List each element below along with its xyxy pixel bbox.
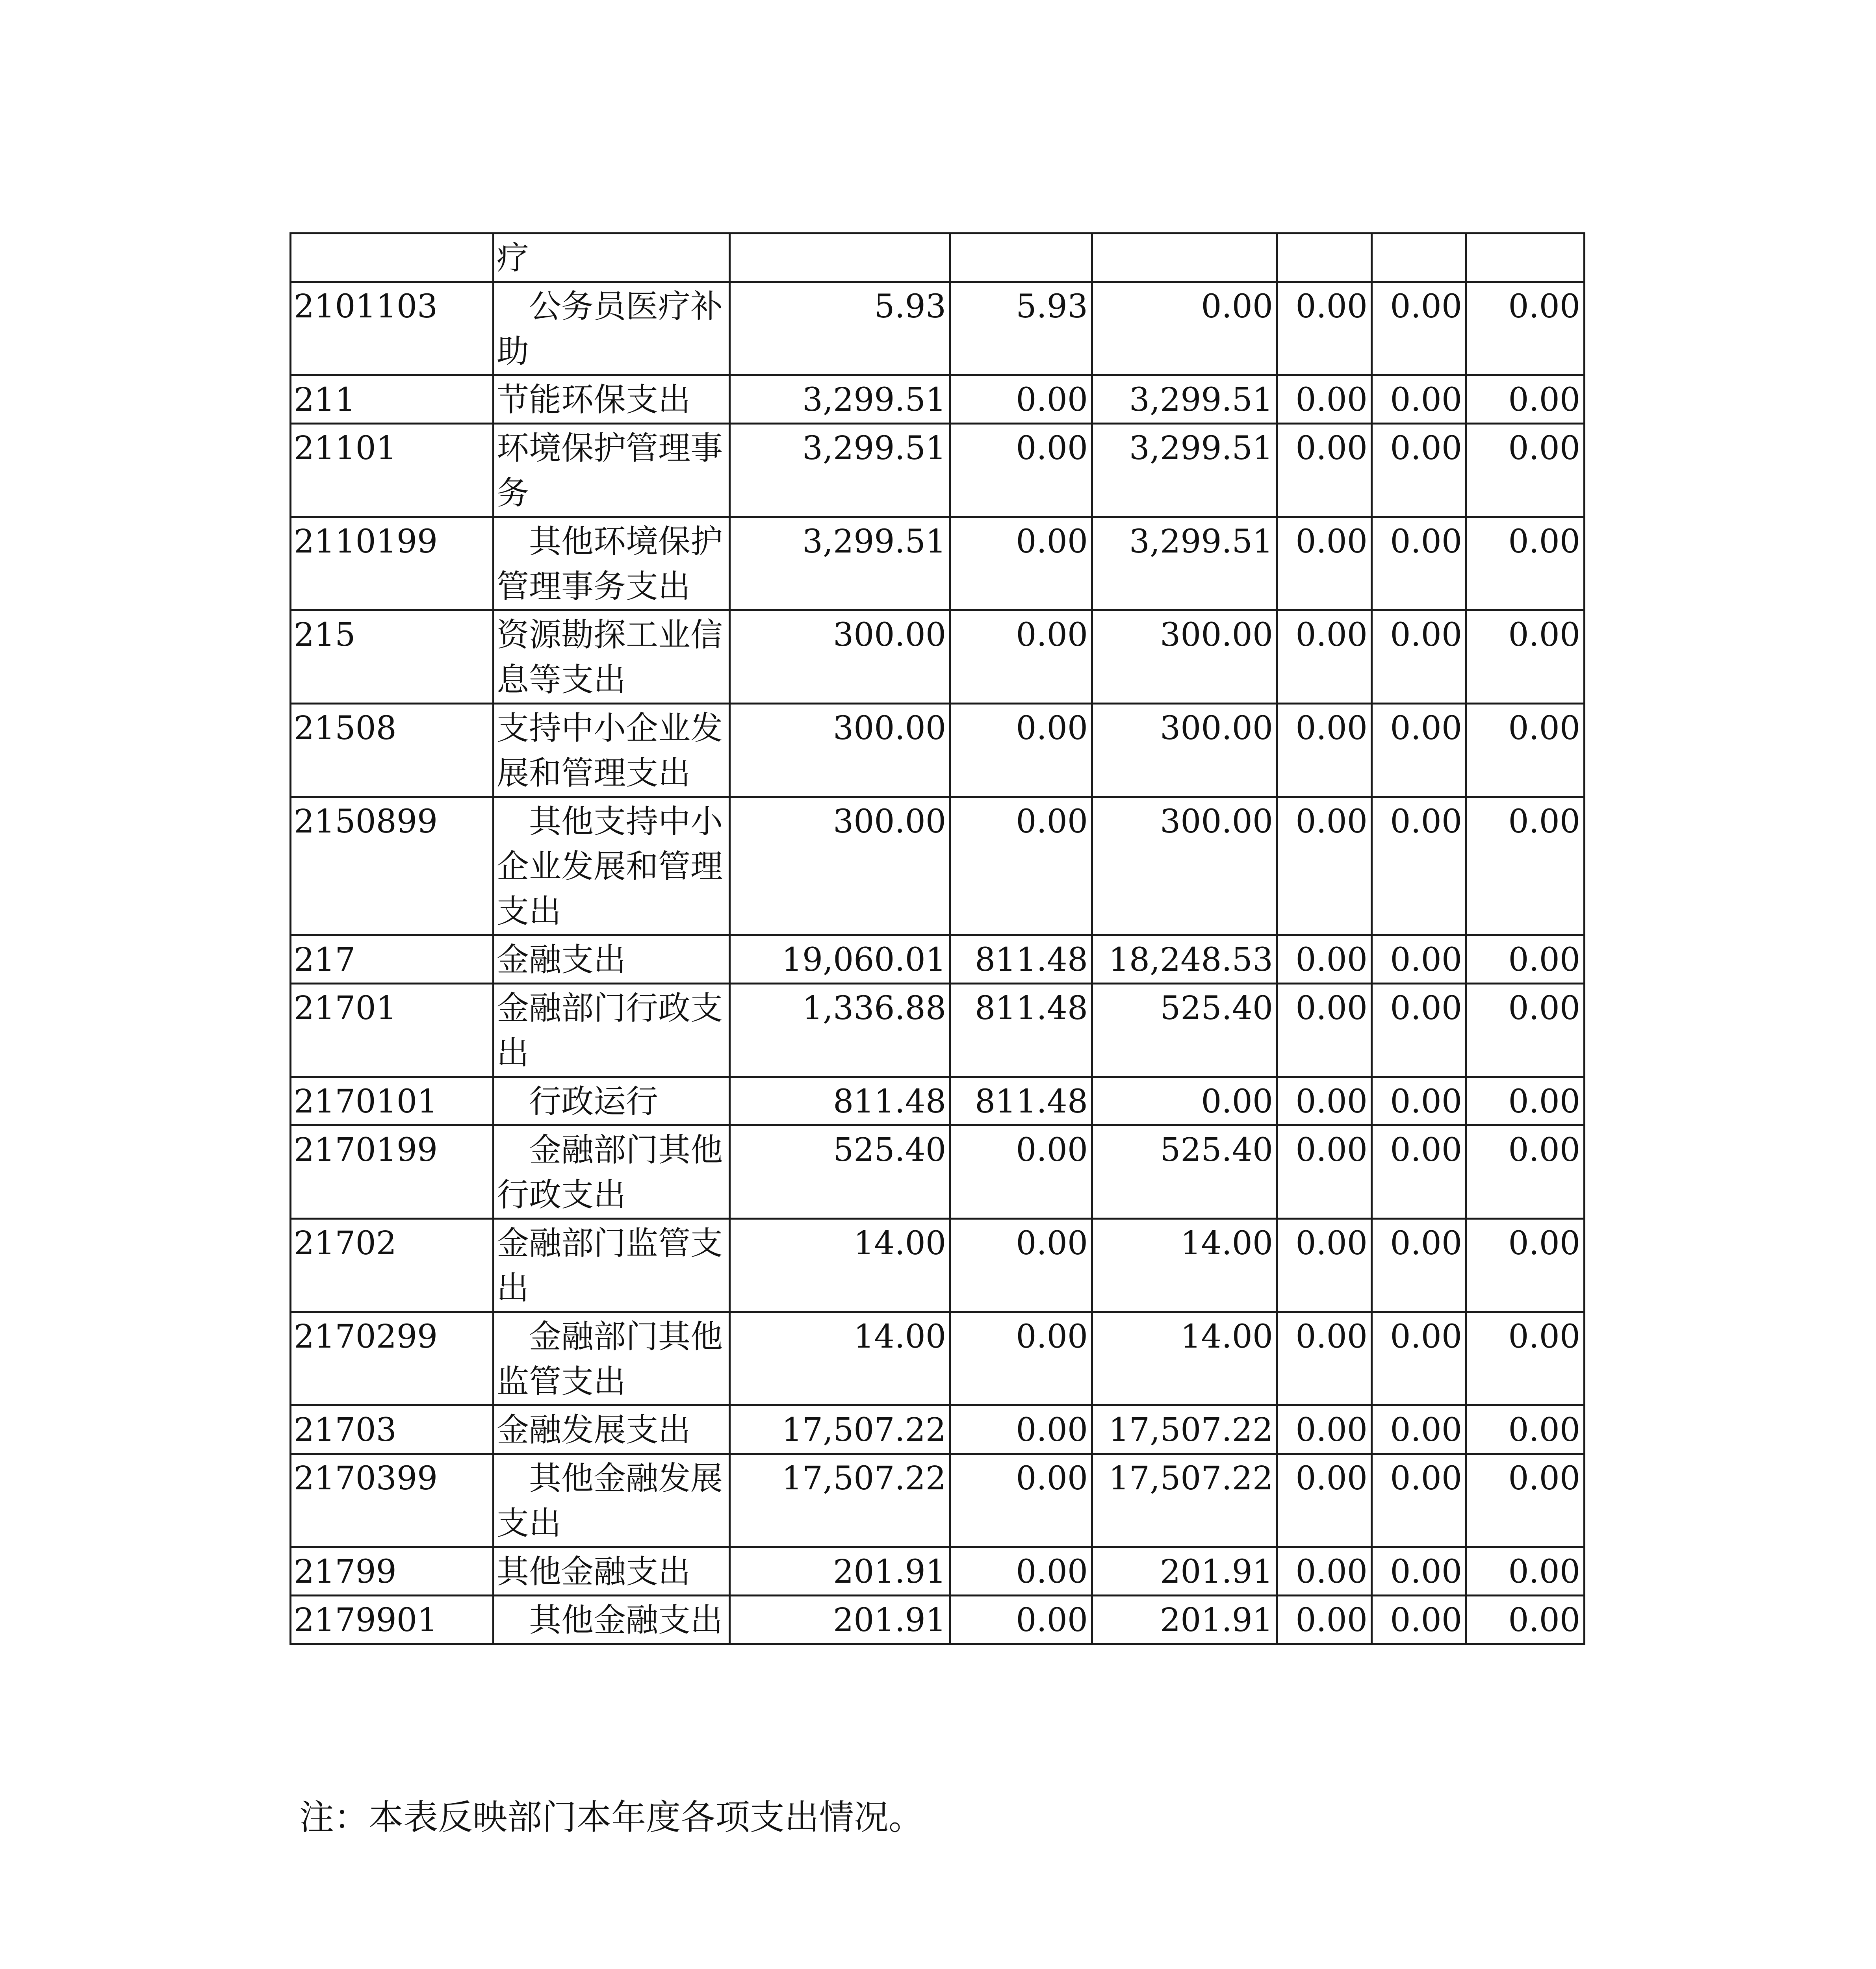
row-total: 525.40: [730, 1125, 950, 1219]
row-project: 300.00: [1092, 610, 1277, 704]
row-basic: 0.00: [950, 424, 1092, 517]
row-code: [291, 234, 494, 282]
row-name: 疗: [494, 234, 730, 282]
row-col4: 0.00: [1277, 984, 1372, 1077]
table-row: [291, 1454, 1585, 1547]
row-col5: 0.00: [1372, 517, 1466, 610]
table-row: [291, 1219, 1585, 1312]
row-code: 217: [291, 935, 494, 984]
row-code: 2170199: [291, 1125, 494, 1219]
row-col4: 0.00: [1277, 935, 1372, 984]
row-name: 其他金融支出: [494, 1596, 730, 1644]
row-total: 3,299.51: [730, 424, 950, 517]
row-total: 5.93: [730, 282, 950, 375]
row-col4: 0.00: [1277, 704, 1372, 797]
row-code: 2110199: [291, 517, 494, 610]
row-basic: 0.00: [950, 517, 1092, 610]
table-row: [291, 935, 1585, 984]
table-row: [291, 1547, 1585, 1596]
row-col4: 0.00: [1277, 424, 1372, 517]
row-total: [730, 234, 950, 282]
row-total: 14.00: [730, 1312, 950, 1405]
row-total: 14.00: [730, 1219, 950, 1312]
row-basic: 811.48: [950, 1077, 1092, 1125]
row-col5: 0.00: [1372, 797, 1466, 935]
row-code: 2170299: [291, 1312, 494, 1405]
row-project: 201.91: [1092, 1547, 1277, 1596]
row-code: 21508: [291, 704, 494, 797]
row-total: 17,507.22: [730, 1405, 950, 1454]
row-basic: [950, 234, 1092, 282]
row-name: 金融发展支出: [494, 1405, 730, 1454]
row-col6: 0.00: [1466, 984, 1585, 1077]
row-col6: 0.00: [1466, 1312, 1585, 1405]
row-total: 300.00: [730, 797, 950, 935]
row-basic: 0.00: [950, 1405, 1092, 1454]
row-project: 3,299.51: [1092, 517, 1277, 610]
row-col4: 0.00: [1277, 1312, 1372, 1405]
row-basic: 0.00: [950, 704, 1092, 797]
row-basic: 0.00: [950, 1547, 1092, 1596]
row-col6: 0.00: [1466, 424, 1585, 517]
row-col6: 0.00: [1466, 610, 1585, 704]
row-basic: 0.00: [950, 1125, 1092, 1219]
row-col4: 0.00: [1277, 1077, 1372, 1125]
row-name: 其他支持中小企业发展和管理支出: [494, 797, 730, 935]
row-col5: 0.00: [1372, 282, 1466, 375]
row-code: 21701: [291, 984, 494, 1077]
table-row: [291, 1596, 1585, 1644]
table-row: [291, 610, 1585, 704]
row-col4: 0.00: [1277, 610, 1372, 704]
row-project: 300.00: [1092, 797, 1277, 935]
row-col5: 0.00: [1372, 375, 1466, 424]
table-row: [291, 424, 1585, 517]
row-col4: 0.00: [1277, 1125, 1372, 1219]
row-col5: 0.00: [1372, 1219, 1466, 1312]
row-name: 其他金融发展支出: [494, 1454, 730, 1547]
row-basic: 0.00: [950, 375, 1092, 424]
row-code: 2170101: [291, 1077, 494, 1125]
row-code: 211: [291, 375, 494, 424]
row-col6: 0.00: [1466, 797, 1585, 935]
table-row: [291, 517, 1585, 610]
row-col4: 0.00: [1277, 375, 1372, 424]
row-col6: 0.00: [1466, 1547, 1585, 1596]
row-project: 17,507.22: [1092, 1405, 1277, 1454]
row-total: 811.48: [730, 1077, 950, 1125]
row-col5: 0.00: [1372, 1077, 1466, 1125]
table-row: [291, 797, 1585, 935]
row-name: 其他环境保护管理事务支出: [494, 517, 730, 610]
row-project: 14.00: [1092, 1219, 1277, 1312]
row-total: 300.00: [730, 610, 950, 704]
row-col4: 0.00: [1277, 1596, 1372, 1644]
row-code: 2101103: [291, 282, 494, 375]
row-basic: 0.00: [950, 1219, 1092, 1312]
row-basic: 811.48: [950, 984, 1092, 1077]
row-col4: 0.00: [1277, 282, 1372, 375]
row-project: [1092, 234, 1277, 282]
row-name: 其他金融支出: [494, 1547, 730, 1596]
row-project: 525.40: [1092, 984, 1277, 1077]
row-col5: 0.00: [1372, 984, 1466, 1077]
row-col4: [1277, 234, 1372, 282]
row-col6: 0.00: [1466, 1219, 1585, 1312]
row-col5: 0.00: [1372, 1125, 1466, 1219]
row-code: 21101: [291, 424, 494, 517]
row-col4: 0.00: [1277, 1454, 1372, 1547]
table-row: [291, 282, 1585, 375]
expense-table-body: [291, 234, 1585, 1644]
row-name: 节能环保支出: [494, 375, 730, 424]
row-name: 金融部门行政支出: [494, 984, 730, 1077]
row-col6: [1466, 234, 1585, 282]
row-col6: 0.00: [1466, 375, 1585, 424]
row-name: 金融部门其他行政支出: [494, 1125, 730, 1219]
row-name: 金融支出: [494, 935, 730, 984]
row-code: 21799: [291, 1547, 494, 1596]
table-row: [291, 1125, 1585, 1219]
row-col4: 0.00: [1277, 1219, 1372, 1312]
row-name: 金融部门监管支出: [494, 1219, 730, 1312]
table-row: [291, 375, 1585, 424]
table-row: [291, 1312, 1585, 1405]
row-col6: 0.00: [1466, 1454, 1585, 1547]
row-code: 2179901: [291, 1596, 494, 1644]
row-col5: 0.00: [1372, 1312, 1466, 1405]
row-col5: 0.00: [1372, 424, 1466, 517]
row-col6: 0.00: [1466, 517, 1585, 610]
row-col4: 0.00: [1277, 1405, 1372, 1454]
row-col4: 0.00: [1277, 517, 1372, 610]
row-code: 215: [291, 610, 494, 704]
row-name: 行政运行: [494, 1077, 730, 1125]
row-col5: 0.00: [1372, 935, 1466, 984]
table-row: [291, 984, 1585, 1077]
row-project: 18,248.53: [1092, 935, 1277, 984]
row-basic: 0.00: [950, 1454, 1092, 1547]
row-total: 201.91: [730, 1547, 950, 1596]
row-project: 14.00: [1092, 1312, 1277, 1405]
expense-table: [289, 232, 1585, 1645]
row-project: 17,507.22: [1092, 1454, 1277, 1547]
row-code: 2150899: [291, 797, 494, 935]
table-row: [291, 704, 1585, 797]
row-basic: 0.00: [950, 797, 1092, 935]
row-code: 2170399: [291, 1454, 494, 1547]
row-col4: 0.00: [1277, 1547, 1372, 1596]
row-basic: 811.48: [950, 935, 1092, 984]
row-project: 201.91: [1092, 1596, 1277, 1644]
row-col5: 0.00: [1372, 704, 1466, 797]
row-total: 19,060.01: [730, 935, 950, 984]
row-col5: 0.00: [1372, 1547, 1466, 1596]
row-name: 金融部门其他监管支出: [494, 1312, 730, 1405]
table-row: [291, 1405, 1585, 1454]
row-project: 3,299.51: [1092, 375, 1277, 424]
row-project: 3,299.51: [1092, 424, 1277, 517]
row-total: 300.00: [730, 704, 950, 797]
row-total: 3,299.51: [730, 517, 950, 610]
table-row: [291, 234, 1585, 282]
row-total: 3,299.51: [730, 375, 950, 424]
row-basic: 0.00: [950, 1596, 1092, 1644]
row-project: 525.40: [1092, 1125, 1277, 1219]
row-col6: 0.00: [1466, 1596, 1585, 1644]
row-name: 支持中小企业发展和管理支出: [494, 704, 730, 797]
row-total: 201.91: [730, 1596, 950, 1644]
row-project: 0.00: [1092, 1077, 1277, 1125]
row-col5: 0.00: [1372, 610, 1466, 704]
row-basic: 0.00: [950, 610, 1092, 704]
row-col6: 0.00: [1466, 1077, 1585, 1125]
row-code: 21702: [291, 1219, 494, 1312]
row-col5: 0.00: [1372, 1596, 1466, 1644]
table-note: 注：本表反映部门本年度各项支出情况。: [299, 1797, 924, 1837]
row-col5: [1372, 234, 1466, 282]
row-name: 环境保护管理事务: [494, 424, 730, 517]
row-col6: 0.00: [1466, 704, 1585, 797]
row-project: 300.00: [1092, 704, 1277, 797]
row-name: 公务员医疗补助: [494, 282, 730, 375]
row-col6: 0.00: [1466, 1125, 1585, 1219]
row-total: 17,507.22: [730, 1454, 950, 1547]
row-col6: 0.00: [1466, 1405, 1585, 1454]
row-col6: 0.00: [1466, 935, 1585, 984]
row-total: 1,336.88: [730, 984, 950, 1077]
row-basic: 0.00: [950, 1312, 1092, 1405]
row-col6: 0.00: [1466, 282, 1585, 375]
row-code: 21703: [291, 1405, 494, 1454]
row-col5: 0.00: [1372, 1405, 1466, 1454]
row-col4: 0.00: [1277, 797, 1372, 935]
row-col5: 0.00: [1372, 1454, 1466, 1547]
table-row: [291, 1077, 1585, 1125]
row-project: 0.00: [1092, 282, 1277, 375]
row-name: 资源勘探工业信息等支出: [494, 610, 730, 704]
row-basic: 5.93: [950, 282, 1092, 375]
